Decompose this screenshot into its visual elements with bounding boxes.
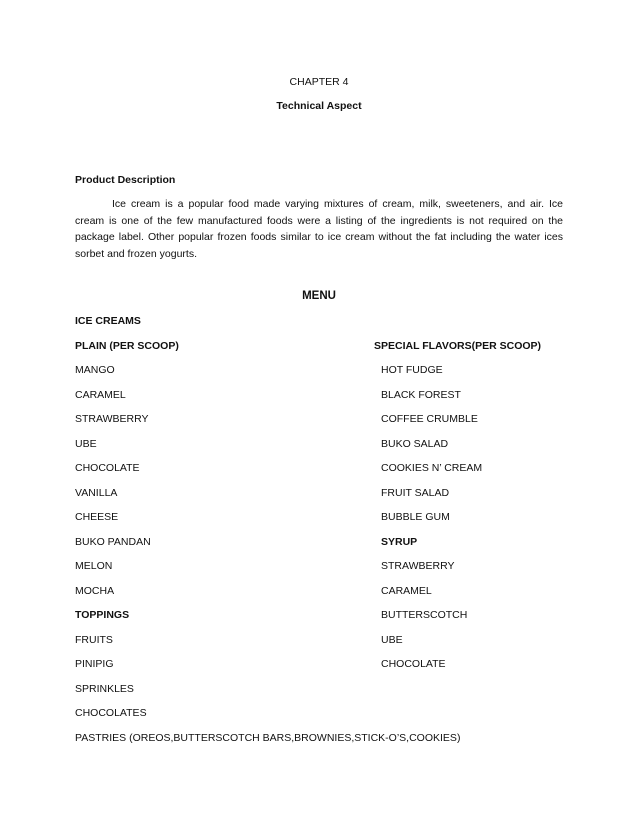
list-item: CHOCOLATE [75, 462, 140, 474]
list-item: BUKO SALAD [381, 438, 449, 450]
product-description-paragraph [75, 196, 563, 262]
list-item: STRAWBERRY [75, 413, 149, 425]
plain-heading: PLAIN (PER SCOOP) [75, 340, 179, 352]
special-flavors-heading: SPECIAL FLAVORS(PER SCOOP) [374, 340, 542, 352]
list-item: FRUITS [75, 634, 113, 646]
list-item: CARAMEL [381, 585, 432, 597]
ice-creams-heading: ICE CREAMS [75, 315, 141, 327]
list-item: BLACK FOREST [381, 389, 461, 401]
list-item: CHOCOLATES [75, 707, 147, 719]
list-item: BUBBLE GUM [381, 511, 450, 523]
list-item: SPRINKLES [75, 683, 134, 695]
list-item: FRUIT SALAD [381, 487, 450, 499]
list-item: CARAMEL [75, 389, 126, 401]
product-description-heading: Product Description [75, 174, 176, 186]
list-item: HOT FUDGE [381, 364, 443, 376]
list-item: CHOCOLATE [381, 658, 446, 670]
list-item: UBE [381, 634, 403, 646]
list-item: COOKIES N’ CREAM [381, 462, 483, 474]
list-item: COFFEE CRUMBLE [381, 413, 478, 425]
chapter-label: CHAPTER 4 [289, 76, 349, 88]
list-item: MOCHA [75, 585, 115, 597]
list-item: PINIPIG [75, 658, 114, 670]
list-item: STRAWBERRY [381, 560, 455, 572]
product-description-text: Ice cream is a popular food made varying mixtures of cream, milk, sweeteners, and air. Ice cream is one of the few manufactured foods were a listing of the ingredients is not required on the package label. Other popular frozen foods similar to ice cream without the fat including the water ices sorbet and frozen yogurts. [75, 198, 563, 260]
syrup-heading: SYRUP [381, 536, 418, 548]
list-item: MANGO [75, 364, 115, 376]
list-item: CHEESE [75, 511, 119, 523]
list-item: VANILLA [75, 487, 118, 499]
pastries-line: PASTRIES (OREOS,BUTTERSCOTCH BARS,BROWNIES,STICK-O’S,COOKIES) [75, 732, 461, 744]
list-item: MELON [75, 560, 113, 572]
page-title: Technical Aspect [276, 100, 362, 112]
list-item: BUKO PANDAN [75, 536, 151, 548]
toppings-heading: TOPPINGS [75, 609, 130, 621]
list-item: UBE [75, 438, 97, 450]
list-item: BUTTERSCOTCH [381, 609, 468, 621]
menu-title: MENU [302, 290, 336, 302]
